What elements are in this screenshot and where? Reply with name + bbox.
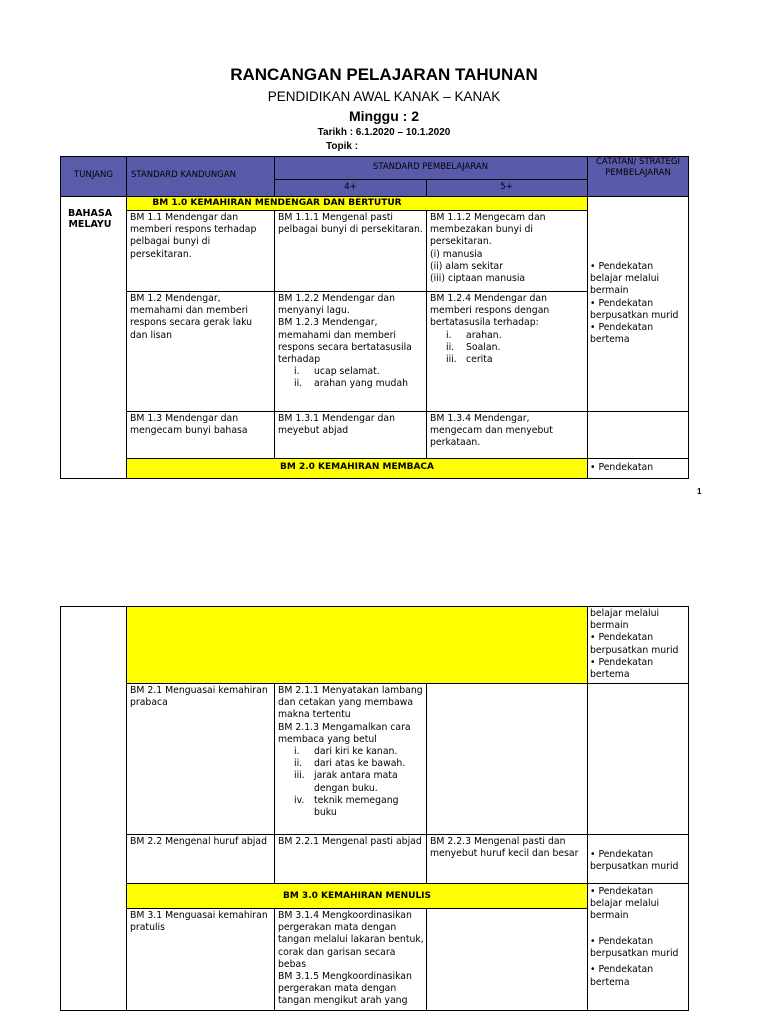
sp5-bm-1-3-4: BM 1.3.4 Mendengar, mengecam dan menyebut perkataan.	[430, 413, 553, 449]
list-item: iii. cerita	[446, 354, 493, 366]
note-item: • Pendekatan berpusatkan murid	[590, 632, 679, 656]
sp4-bm-1-2-2: BM 1.2.2 Mendengar dan menyanyi lagu.	[278, 293, 395, 317]
sp4-bm-1-3-1: BM 1.3.1 Mendengar dan meyebut abjad	[278, 413, 395, 437]
sp5-bm-1-2-4-intro: BM 1.2.4 Mendengar dan memberi respons dengan bertatasusila terhadap:	[430, 293, 550, 329]
sp5-bm-1-2-4	[430, 293, 584, 366]
notes-bm1	[590, 261, 686, 346]
sp5-bm-1-1-2	[430, 212, 584, 285]
sp4-bm-1-2-3: BM 1.2.3 Mendengar, memahami dan memberi respons secara bertatasusila terhadap	[278, 317, 412, 366]
sk-bm-2-2: BM 2.2 Mengenal huruf abjad	[130, 836, 267, 847]
sp4-bm-1-1-1: BM 1.1.1 Mengenal pasti pelbagai bunyi di persekitaran.	[278, 212, 423, 236]
header-tunjang: TUNJANG	[74, 170, 113, 180]
week-label: Minggu : 2	[349, 108, 419, 124]
tunjang-bahasa-melayu: BAHASA MELAYU	[67, 208, 113, 230]
note-bm2-start: • Pendekatan	[590, 462, 654, 473]
section-title-bm3: BM 3.0 KEMAHIRAN MENULIS	[282, 891, 432, 901]
section-title-bm1: BM 1.0 KEMAHIRAN MENDENGAR DAN BERTUTUR	[152, 198, 402, 208]
sp4-bm-1-2	[278, 293, 424, 391]
section-title-bm2: BM 2.0 KEMAHIRAN MEMBACA	[280, 462, 434, 472]
sp4-bm-3-1	[278, 910, 424, 1008]
sp5-bm-2-2-3: BM 2.2.3 Mengenal pasti dan menyebut huruf kecil dan besar	[430, 836, 579, 860]
note-item: belajar melalui bermain	[590, 608, 660, 632]
header-age-5: 5+	[500, 182, 513, 192]
document-title: RANCANGAN PELAJARAN TAHUNAN	[230, 65, 538, 84]
header-catatan: CATATAN/ STRATEGI PEMBELAJARAN	[595, 157, 680, 178]
sp5-bm-1-1-2-item: (i) manusia	[430, 248, 483, 260]
note-item: • Pendekatan berpusatkan murid	[590, 297, 679, 321]
list-item: i. dari kiri ke kanan.	[294, 746, 398, 758]
note-item: • Pendekatan bertema	[590, 322, 654, 346]
sk-bm-1-2: BM 1.2 Mendengar, memahami dan memberi respons secara gerak laku dan lisan	[130, 293, 253, 341]
sp4-bm-2-2-1: BM 2.2.1 Mengenal pasti abjad	[278, 836, 422, 847]
list-item: i. arahan.	[446, 329, 502, 341]
page-number: 1	[697, 487, 702, 496]
sk-bm-3-1: BM 3.1 Menguasai kemahiran pratulis	[130, 910, 268, 934]
sk-bm-1-1: BM 1.1 Mendengar dan memberi respons terhadap pelbagai bunyi di persekitaran.	[130, 212, 257, 260]
sp5-bm-1-1-2-intro: BM 1.1.2 Mengecam dan membezakan bunyi di persekitaran.	[430, 212, 546, 248]
sp5-bm-1-1-2-item: (ii) alam sekitar	[430, 260, 504, 272]
notes-bm3	[590, 936, 686, 989]
sp4-bm-3-1-5: BM 3.1.5 Mengkoordinasikan pergerakan mata dengan tangan mengikut arah yang	[278, 971, 412, 1007]
header-age-4: 4+	[344, 182, 357, 192]
list-item: iv. teknik memegang buku	[294, 794, 399, 819]
note-item: • Pendekatan bertema	[590, 964, 654, 988]
list-item: ii. Soalan.	[446, 341, 501, 353]
header-standard-kandungan: STANDARD KANDUNGAN	[131, 170, 236, 180]
sp4-bm-2-1-3: BM 2.1.3 Mengamalkan cara membaca yang betul	[278, 721, 411, 745]
list-item: iii. jarak antara mata dengan buku.	[294, 770, 398, 794]
list-item: i. ucap selamat.	[294, 366, 380, 378]
note-item: • Pendekatan berpusatkan murid	[590, 936, 679, 960]
sp4-bm-2-1-1: BM 2.1.1 Menyatakan lambang dan cetakan yang membawa makna tertentu	[278, 685, 423, 721]
sp5-bm-1-1-2-item: (iii) ciptaan manusia	[430, 273, 526, 285]
note-bm3-a: • Pendekatan belajar melalui bermain	[590, 886, 660, 922]
note-bm2-2: • Pendekatan berpusatkan murid	[590, 849, 679, 873]
document-subtitle: PENDIDIKAN AWAL KANAK – KANAK	[267, 89, 501, 104]
notes-bm2	[590, 608, 686, 681]
sk-bm-1-3: BM 1.3 Mendengar dan mengecam bunyi bahasa	[130, 413, 248, 437]
note-item: • Pendekatan belajar melalui bermain	[590, 261, 660, 297]
date-range: Tarikh : 6.1.2020 – 10.1.2020	[317, 127, 451, 138]
sk-bm-2-1: BM 2.1 Menguasai kemahiran prabaca	[130, 685, 268, 709]
sp4-bm-3-1-4: BM 3.1.4 Mengkoordinasikan pergerakan mata dengan tangan melalui lakaran bentuk, corak dan garisan secara bebas	[278, 910, 424, 970]
note-item: • Pendekatan bertema	[590, 656, 654, 681]
list-item: ii. arahan yang mudah	[294, 378, 409, 390]
topic-label: Topik :	[326, 141, 359, 152]
section-bar-bm2-continued	[127, 607, 587, 683]
header-standard-pembelajaran: STANDARD PEMBELAJARAN	[372, 162, 489, 172]
list-item: ii. dari atas ke bawah.	[294, 758, 406, 770]
sp4-bm-2-1	[278, 685, 424, 819]
